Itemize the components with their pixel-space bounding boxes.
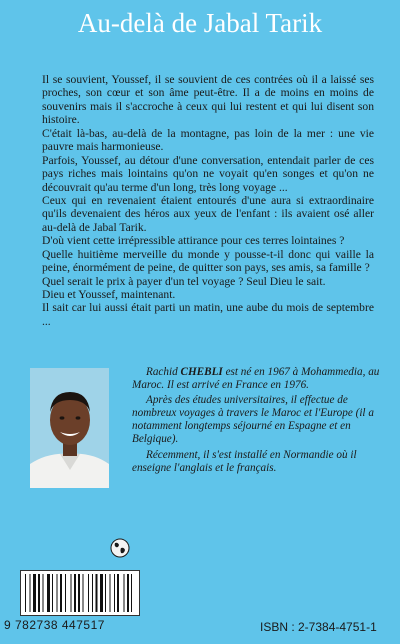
blurb-paragraph: Il sait car lui aussi était parti un matin, une aube du mois de septembre ... xyxy=(42,301,374,328)
author-bio xyxy=(132,366,382,477)
author-photo xyxy=(30,368,109,488)
barcode-bar xyxy=(74,574,76,612)
bio-intro-rest: est né en 1967 à Mohammedia, au Maroc. Il est arrivé en France en 1976. xyxy=(132,366,380,392)
blurb-paragraph: Ceux qui en revenaient étaient entourés d'une aura si extraordinaire qu'ils devenaient des héros aux yeux de l'enfant : ils avaient osé aller au-delà de Jabal Tarik. xyxy=(42,193,374,234)
blurb-paragraph: Quel serait le prix à payer d'un tel voyage ? Seul Dieu le sait. xyxy=(42,274,326,288)
author-portrait-image xyxy=(30,368,109,488)
barcode-bar xyxy=(88,574,89,612)
barcode-bar xyxy=(117,574,119,612)
blurb-paragraph: D'où vient cette irrépressible attirance pour ces terres lointaines ? xyxy=(42,234,345,248)
blurb-paragraph: C'était là-bas, au-delà de la montagne, pas loin de la mer : une vie pauvre mais harmonieuse. xyxy=(42,126,374,154)
barcode-bar xyxy=(60,574,62,612)
barcode-bar xyxy=(96,574,98,612)
isbn-label: ISBN : 2-7384-4751-1 xyxy=(260,620,377,634)
barcode-bar xyxy=(47,574,50,612)
barcode-bar xyxy=(25,574,26,612)
blurb-text xyxy=(42,73,374,328)
blurb-paragraph: Il se souvient, Youssef, il se souvient de ces contrées où il a laissé ses proches, son cœur et son âme peut-être. Il a de moins en moins de souvenirs mais il s'accroche à ceux qui lui restent et qui lui disent son histoire. xyxy=(42,73,374,127)
barcode xyxy=(20,570,140,616)
bio-paragraph: Récemment, il s'est installé en Normandie où il enseigne l'anglais et le français. xyxy=(132,448,357,474)
barcode-bar xyxy=(124,574,125,612)
barcode-bar xyxy=(105,574,106,612)
barcode-bar xyxy=(92,574,93,612)
barcode-bar xyxy=(78,574,80,612)
blurb-paragraph: Quelle huitième merveille du monde y pousse-t-il donc qui vaille la peine, énormément de peine, de quitter son pays, ses amis, sa famille ? xyxy=(42,247,374,275)
book-title: Au-delà de Jabal Tarik xyxy=(77,8,323,38)
bio-paragraph xyxy=(132,366,382,392)
barcode-bar xyxy=(43,574,44,612)
globe-icon xyxy=(110,538,130,558)
barcode-digits: 9 782738 447517 xyxy=(4,618,105,632)
barcode-bar xyxy=(131,574,132,612)
bio-intro: Rachid xyxy=(146,366,181,378)
author-surname: CHEBLI xyxy=(180,366,223,378)
barcode-bar xyxy=(110,574,111,612)
barcode-bar xyxy=(57,574,58,612)
blurb-paragraph: Parfois, Youssef, au détour d'une conversation, entendait parler de ces pays riches mais lointains qu'on ne voyait qu'en songes et qu'on ne découvrait qu'au terme d'un long, très long voyage ... xyxy=(42,153,374,194)
barcode-bar xyxy=(30,574,31,612)
blurb-paragraph: Dieu et Youssef, maintenant. xyxy=(42,288,176,301)
barcode-bar xyxy=(65,574,66,612)
barcode-bar xyxy=(52,574,53,612)
bio-paragraph: Après des études universitaires, il effectue de nombreux voyages à travers le Maroc et l'Europe (il a notamment longtemps séjourné en Espagne et en Belgique). xyxy=(132,394,374,446)
barcode-bar xyxy=(33,574,36,612)
barcode-bar xyxy=(83,574,84,612)
publisher-globe-logo xyxy=(110,538,130,563)
barcode-bar xyxy=(38,574,40,612)
barcode-bar xyxy=(114,574,115,612)
barcode-bar xyxy=(127,574,129,612)
barcode-bar xyxy=(100,574,103,612)
barcode-bar xyxy=(71,574,72,612)
barcode-bars xyxy=(21,571,139,615)
